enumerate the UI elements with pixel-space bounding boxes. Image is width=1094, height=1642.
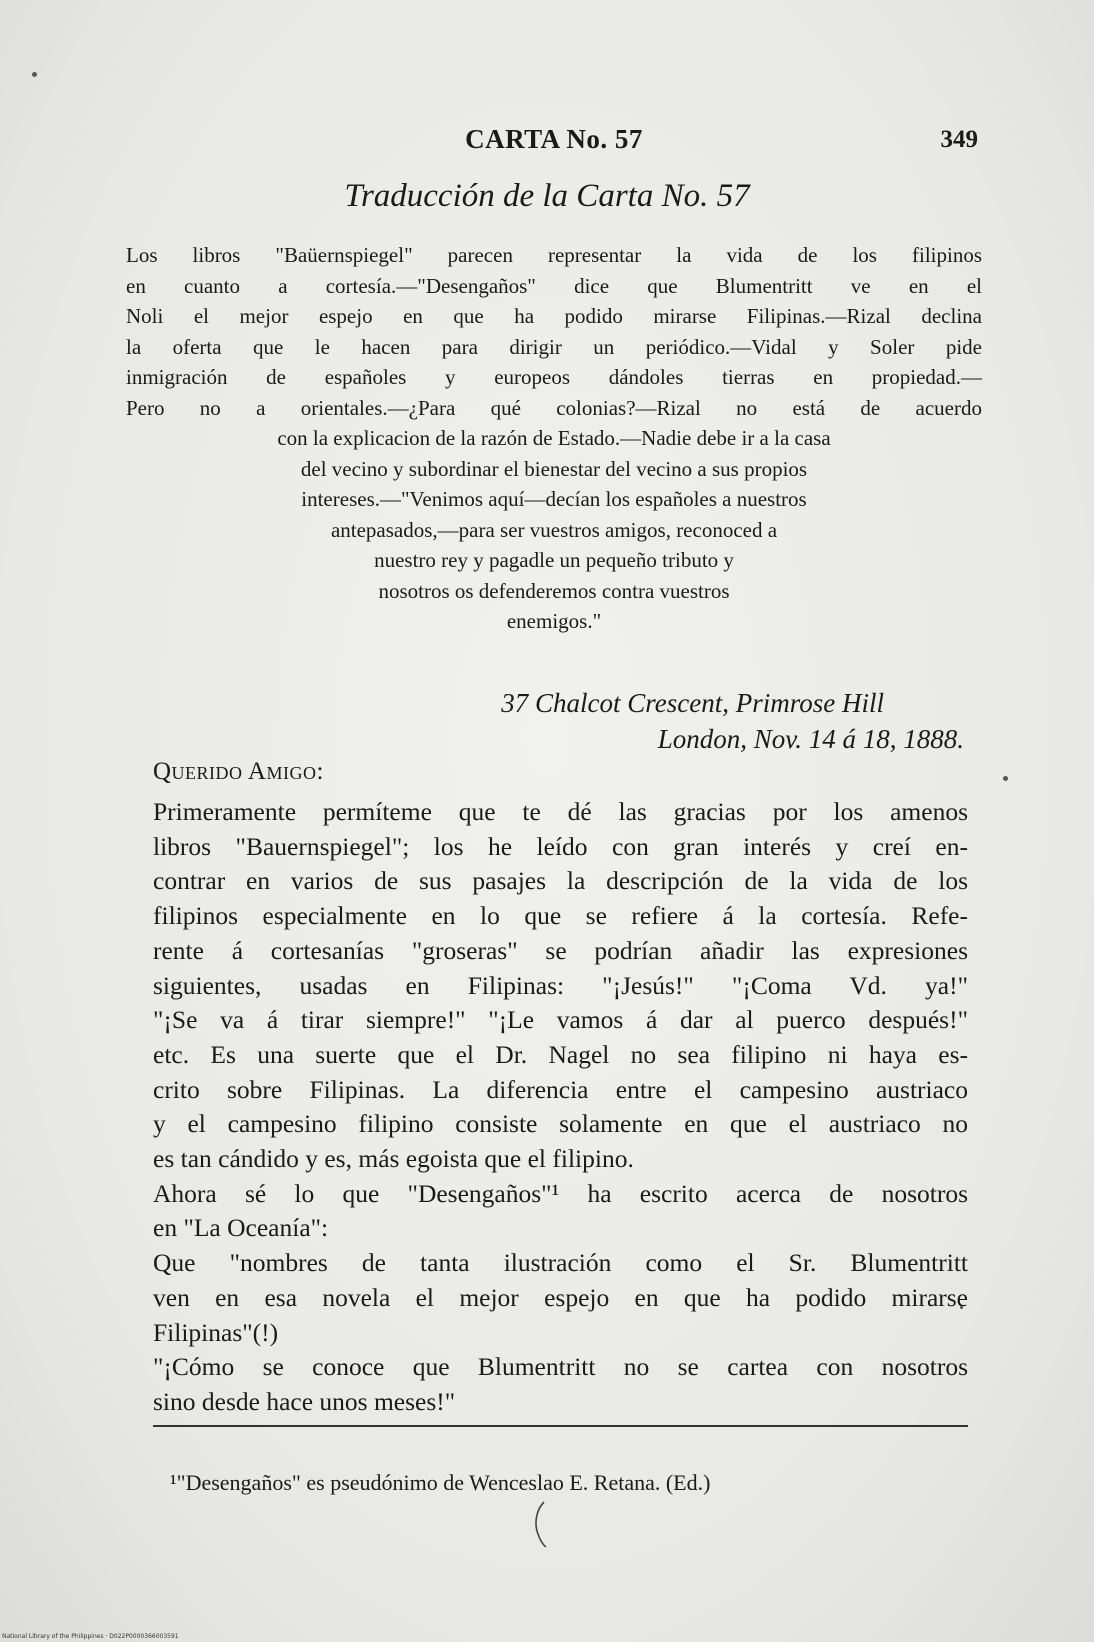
summary-line: intereses.—"Venimos aquí—decían los españoles a nuestros bbox=[301, 487, 807, 511]
pencil-mark-icon bbox=[530, 1500, 552, 1550]
footnote-rule bbox=[153, 1425, 968, 1427]
body-line: es tan cándido y es, más egoista que el filipino. bbox=[153, 1144, 634, 1174]
summary-line: nuestro rey y pagadle un pequeño tributo y bbox=[374, 548, 734, 572]
running-title: CARTA No. 57 bbox=[465, 124, 643, 154]
body-line: libros "Bauernspiegel"; los he leído con gran interés y creí en- bbox=[153, 831, 968, 861]
summary-line: inmigración de españoles y europeos dándoles tierras en propiedad.— bbox=[126, 365, 982, 389]
page-number: 349 bbox=[940, 126, 978, 153]
summary-line: Los libros "Baüernspiegel" parecen representar la vida de los filipinos bbox=[126, 243, 982, 267]
summary-line: del vecino y subordinar el bienestar del vecino a sus propios bbox=[300, 456, 808, 481]
body-line: "¡Cómo se conoce que Blumentritt no se cartea con nosotros bbox=[153, 1352, 968, 1382]
body-line: en "La Oceanía": bbox=[153, 1213, 329, 1243]
summary-line: antepasados,—para ser vuestros amigos, reconoced a bbox=[330, 517, 778, 542]
paper-speck bbox=[1003, 776, 1008, 781]
body-line: etc. Es una suerte que el Dr. Nagel no sea filipino ni haya es- bbox=[153, 1039, 968, 1069]
body-line: crito sobre Filipinas. La diferencia entre el campesino austriaco bbox=[153, 1074, 968, 1104]
body-line: sino desde hace unos meses!" bbox=[153, 1386, 456, 1416]
body-line: ven en esa novela el mejor espejo en que ha podido mirarse bbox=[153, 1282, 968, 1312]
salutation bbox=[153, 758, 324, 786]
body-line: rente á cortesanías "groseras" se podrían añadir las expresiones bbox=[153, 935, 968, 965]
summary-block bbox=[126, 240, 982, 637]
body-line: Filipinas"(!) bbox=[153, 1317, 279, 1347]
address-line: 37 Chalcot Crescent, Primrose Hill bbox=[501, 688, 884, 718]
body-line: "¡Se va á tirar siempre!" "¡Le vamos á dar al puerco después!" bbox=[153, 1005, 968, 1035]
summary-line: en cuanto a cortesía.—"Desengaños" dice que Blumentritt ve en el bbox=[126, 273, 982, 298]
summary-line: nosotros os defenderemos contra vuestros bbox=[378, 578, 730, 603]
salutation-text: Querido Amigo: bbox=[153, 758, 324, 785]
body-line: Primeramente permíteme que te dé las gracias por los amenos bbox=[153, 797, 968, 826]
summary-line: enemigos." bbox=[506, 609, 602, 633]
body-line: contrar en varios de sus pasajes la descripción de la vida de los bbox=[153, 866, 968, 896]
body-line: filipinos especialmente en lo que se refiere á la cortesía. Refe- bbox=[153, 901, 968, 931]
letter-title: Traducción de la Carta No. 57 bbox=[344, 178, 750, 214]
summary-line: con la explicacion de la razón de Estado.—Nadie debe ir a la casa bbox=[277, 426, 831, 450]
body-line: y el campesino filipino consiste solamente en que el austriaco no bbox=[153, 1109, 968, 1139]
sender-address bbox=[501, 685, 964, 757]
summary-line: Pero no a orientales.—¿Para qué colonias?—Rizal no está de acuerdo bbox=[126, 395, 982, 420]
body-line: siguientes, usadas en Filipinas: "¡Jesús!" "¡Coma Vd. ya!" bbox=[153, 970, 968, 1000]
scan-imprint: National Library of the Philippines · D022P0000366003591 bbox=[2, 1633, 179, 1640]
body-line: Ahora sé lo que "Desengaños"¹ ha escrito acerca de nosotros bbox=[153, 1178, 968, 1208]
footnote: ¹"Desengaños" es pseudónimo de Wenceslao E. Retana. (Ed.) bbox=[170, 1470, 711, 1495]
summary-line: Noli el mejor espejo en que ha podido mirarse Filipinas.—Rizal declina bbox=[126, 304, 982, 328]
body-line: Que "nombres de tanta ilustración como el Sr. Blumentritt bbox=[153, 1248, 968, 1278]
page-header bbox=[130, 124, 978, 164]
summary-line: la oferta que le hacen para dirigir un periódico.—Vidal y Soler pide bbox=[126, 334, 982, 359]
address-date-line: London, Nov. 14 á 18, 1888. bbox=[657, 724, 964, 754]
paper-speck bbox=[32, 72, 37, 77]
letter-body bbox=[153, 795, 968, 1420]
